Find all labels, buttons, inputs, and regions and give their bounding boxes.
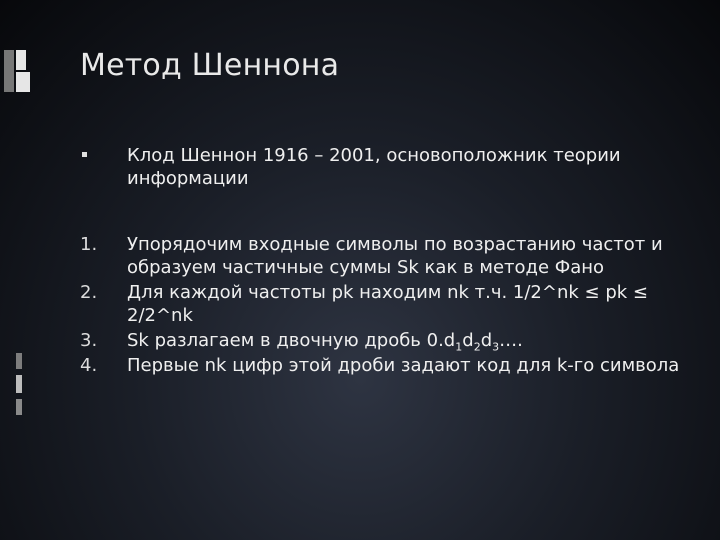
item-text-mid-2: d [480, 330, 493, 351]
numbered-item-3 [80, 329, 680, 352]
square-bullet-icon [82, 152, 87, 157]
side-bars-decoration [16, 345, 32, 425]
item-text-prefix: Sk разлагаем в двочную дробь 0.d [127, 330, 456, 351]
bar-decoration [16, 72, 30, 92]
item-text: Упорядочим входные символы по возрастанию частот и образуем частичные суммы Sk как в методе Фано [127, 234, 663, 278]
bar-decoration [4, 50, 14, 92]
bar-decoration [16, 50, 26, 70]
bullet-text: Клод Шеннон 1916 – 2001, основоположник теории информации [127, 145, 621, 189]
item-number: 2. [80, 282, 98, 303]
numbered-item-2 [80, 281, 680, 327]
bar-decoration [16, 399, 22, 415]
bullet-item [80, 144, 680, 190]
numbered-item-4 [80, 354, 680, 377]
subscript-1: 1 [455, 340, 463, 354]
bar-decoration [16, 353, 22, 369]
subscript-2: 2 [473, 340, 481, 354]
item-number: 3. [80, 330, 98, 351]
corner-bars-decoration [0, 50, 40, 90]
item-text-suffix: …. [499, 330, 523, 351]
slide-title: Метод Шеннона [80, 48, 340, 83]
bar-decoration [16, 375, 22, 393]
slide-content [80, 144, 680, 377]
subscript-3: 3 [492, 340, 500, 354]
item-number: 1. [80, 234, 98, 255]
item-text: Для каждой частоты pk находим nk т.ч. 1/2^nk ≤ pk ≤ 2/2^nk [127, 282, 648, 326]
item-text: Первые nk цифр этой дроби задают код для k-го символа [127, 355, 680, 376]
item-text [127, 329, 680, 352]
item-number: 4. [80, 355, 98, 376]
item-text-mid-1: d [462, 330, 474, 351]
numbered-item-1 [80, 233, 680, 279]
